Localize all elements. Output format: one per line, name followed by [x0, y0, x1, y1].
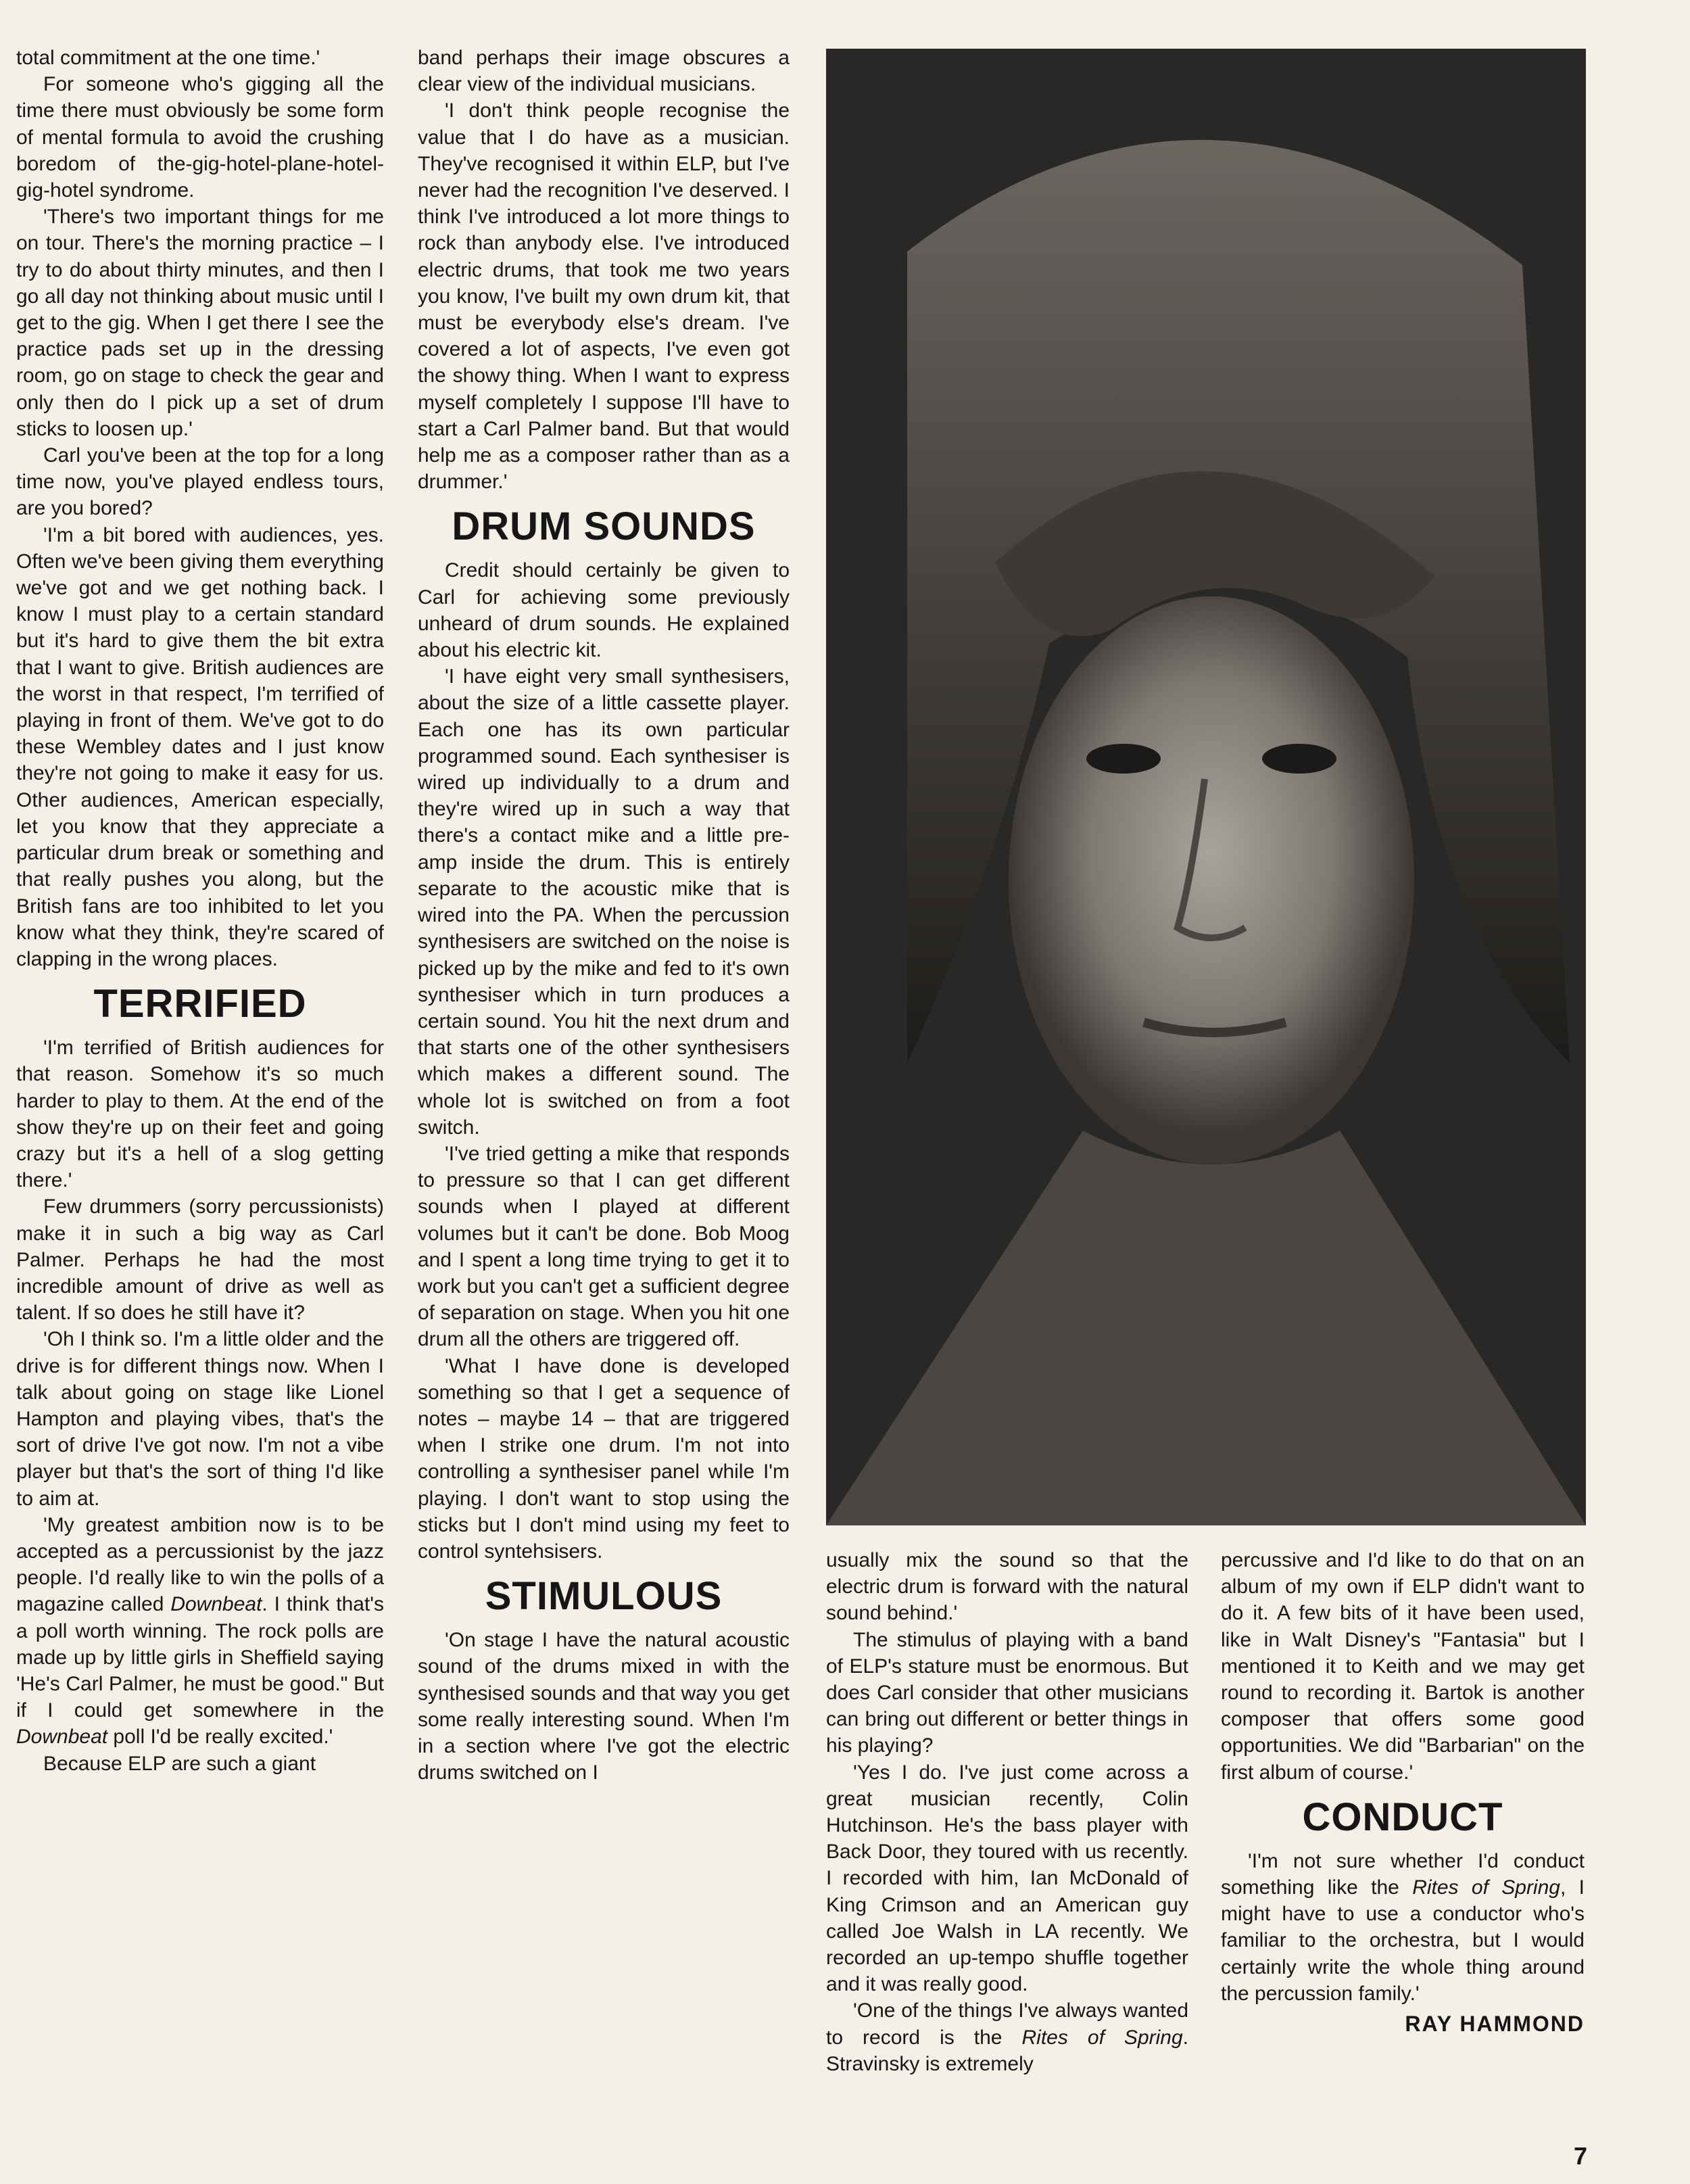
magazine-title: Downbeat	[16, 1726, 108, 1749]
text-run: poll I'd be really excited.'	[107, 1726, 333, 1749]
paragraph: total commitment at the one time.'	[16, 47, 320, 69]
article-column-1	[16, 45, 384, 1777]
magazine-title: Downbeat	[170, 1593, 262, 1616]
paragraph: usually mix the sound so that the electric drum is forward with the natural sound behind.'	[826, 1549, 1188, 1625]
text-run: , I might have to use a conductor who's familiar to the orchestra, but I would certainly write the whole thing around the percussion family.'	[1221, 1876, 1585, 2005]
work-title: Rites of Spring	[1412, 1876, 1560, 1899]
portrait-image	[826, 49, 1586, 1525]
paragraph: Credit should certainly be given to Carl for achieving some previously unheard of drum sounds. He explained about his electric kit.	[418, 559, 790, 662]
paragraph: band perhaps their image obscures a clear view of the individual musicians.	[418, 47, 790, 96]
section-heading-stimulous: STIMULOUS	[485, 1574, 723, 1619]
paragraph: For someone who's gigging all the time there must obviously be some form of mental formula to avoid the crushing boredom of the-gig-hotel-plane-hotel-gig-hotel syndrome.	[16, 73, 384, 202]
author-byline: RAY HAMMOND	[1405, 2012, 1585, 2037]
paragraph: 'Oh I think so. I'm a little older and the drive is for different things now. When I talk about going on stage like Lionel Hampton and playing vibes, that's the sort of drive I've got now. I'm not a vibe player but that's the sort of thing I'd like to aim at.	[16, 1328, 384, 1510]
paragraph: 'I've tried getting a mike that responds to pressure so that I can get different sounds when I played at different volumes but it can't be done. Bob Moog and I spent a long time trying to get it to work but you can't get a sufficient degree of separation on stage. When you hit one drum all the others are triggered off.	[418, 1142, 790, 1351]
paragraph: 'I'm a bit bored with audiences, yes. Often we've been giving them everything we've got and we get nothing back. I know I must play to a certain standard but it's hard to give them the bit extra that I want to give. British audiences are the worst in that respect, I'm terrified of playing in front of them. We've got to do these Wembley dates and I just know they're not going to make it easy for us. Other audiences, American especially, let you know that they appreciate a particular drum break or something and that really pushes you along, but the British fans are too inhibited to let you know what they think, they're scared of clapping in the wrong places.	[16, 523, 384, 970]
paragraph: 'I have eight very small synthesisers, about the size of a little cassette player. Each one has its own particular programmed sound. Each synthesiser is wired up individually to a drum and they're wired up in such a way that there's a contact mike and a little pre-amp inside the drum. This is entirely separate to the acoustic mike that is wired into the PA. When the percussion synthesisers are switched on the noise is picked up by the mike and fed to it's own synthesiser which in turn produces a certain sound. You hit the next drum and that starts one of the other synthesisers which makes a different sound. The whole lot is switched on from a foot switch.	[418, 665, 790, 1139]
paragraph: Few drummers (sorry percussionists) make it in such a big way as Carl Palmer. Perhaps he had the most incredible amount of drive as well as talent. If so does he still have it?	[16, 1195, 384, 1325]
paragraph: The stimulus of playing with a band of ELP's stature must be enormous. But does Carl consider that other musicians can bring out different or better things in his playing?	[826, 1628, 1188, 1757]
paragraph: percussive and I'd like to do that on an album of my own if ELP didn't want to do it. A few bits of it have been used, like in Walt Disney's "Fantasia" but I mentioned it to Keith and we may get round to recording it. Bartok is another composer that offers some good opportunities. We did "Barbarian" on the first album of course.'	[1221, 1549, 1585, 1784]
section-heading-conduct: CONDUCT	[1302, 1795, 1503, 1839]
paragraph	[16, 1512, 384, 1751]
paragraph: 'There's two important things for me on tour. There's the morning practice – I try to do about thirty minutes, and then I go all day not thinking about music until I get to the gig. When I get there I see the practice pads set up in the dressing room, go on stage to check the gear and only then do I pick up a set of drum sticks to loosen up.'	[16, 206, 384, 440]
paragraph: 'I'm terrified of British audiences for that reason. Somehow it's so much harder to play to them. At the end of the show they're up on their feet and going crazy but it's a hell of a slog getting there.'	[16, 1037, 384, 1192]
article-column-4	[1221, 1547, 1585, 2037]
paragraph	[826, 1997, 1188, 2077]
text-run: 'One of the things I've always wanted to record is the	[826, 1999, 1188, 2049]
portrait-photo	[826, 49, 1586, 1525]
paragraph: 'On stage I have the natural acoustic sound of the drums mixed in with the synthesised sounds and that way you get some really interesting sound. When I'm in a section where I've got the electric drums switched on I	[418, 1629, 790, 1784]
text-run: . Stravinsky is extremely	[826, 2026, 1188, 2075]
paragraph: Because ELP are such a giant	[43, 1752, 316, 1775]
page-number: 7	[1573, 2142, 1587, 2170]
text-run: 'My greatest ambition now is to be accepted as a percussionist by the jazz people. I'd really like to win the polls of a magazine called	[16, 1513, 384, 1616]
paragraph	[1221, 1848, 1585, 2007]
work-title: Rites of Spring	[1021, 2026, 1183, 2049]
section-heading-drum-sounds: DRUM SOUNDS	[452, 504, 756, 549]
article-column-2	[418, 45, 790, 1786]
article-column-3	[826, 1547, 1188, 2077]
paragraph: 'What I have done is developed something so that I get a sequence of notes – maybe 14 – that are triggered when I strike one drum. I'm not into controlling a synthesiser panel while I'm playing. I don't want to stop using the sticks but I don't mind using my feet to control syntehsisers.	[418, 1354, 790, 1563]
paragraph: 'I don't think people recognise the value that I do have as a musician. They've recognised it within ELP, but I've never had the recognition I've deserved. I think I've introduced a lot more things to rock than anybody else. I've introduced electric drums, that took me two years you know, I've built my own drum kit, that must be everybody else's dream. I've covered a lot of aspects, I've even got the showy thing. When I want to express myself completely I suppose I'll have to start a Carl Palmer band. But that would help me as a composer rather than as a drummer.'	[418, 99, 790, 494]
paragraph: 'Yes I do. I've just come across a great musician recently, Colin Hutchinson. He's the bass player with Back Door, they toured with us recently. I recorded with him, Ian McDonald of King Crimson and an American guy called Joe Walsh in LA recently. We recorded an up-tempo shuffle together and it was really good.	[826, 1761, 1188, 1996]
text-run: 'I'm not sure whether I'd conduct something like the	[1221, 1849, 1585, 1899]
text-run: . I think that's a poll worth winning. The rock polls are made up by little girls in Sheffield saying 'He's Carl Palmer, he must be good." But if I could get somewhere in the	[16, 1593, 385, 1722]
paragraph: Carl you've been at the top for a long time now, you've played endless tours, are you bored?	[16, 444, 384, 520]
section-heading-terrified: TERRIFIED	[93, 982, 307, 1026]
